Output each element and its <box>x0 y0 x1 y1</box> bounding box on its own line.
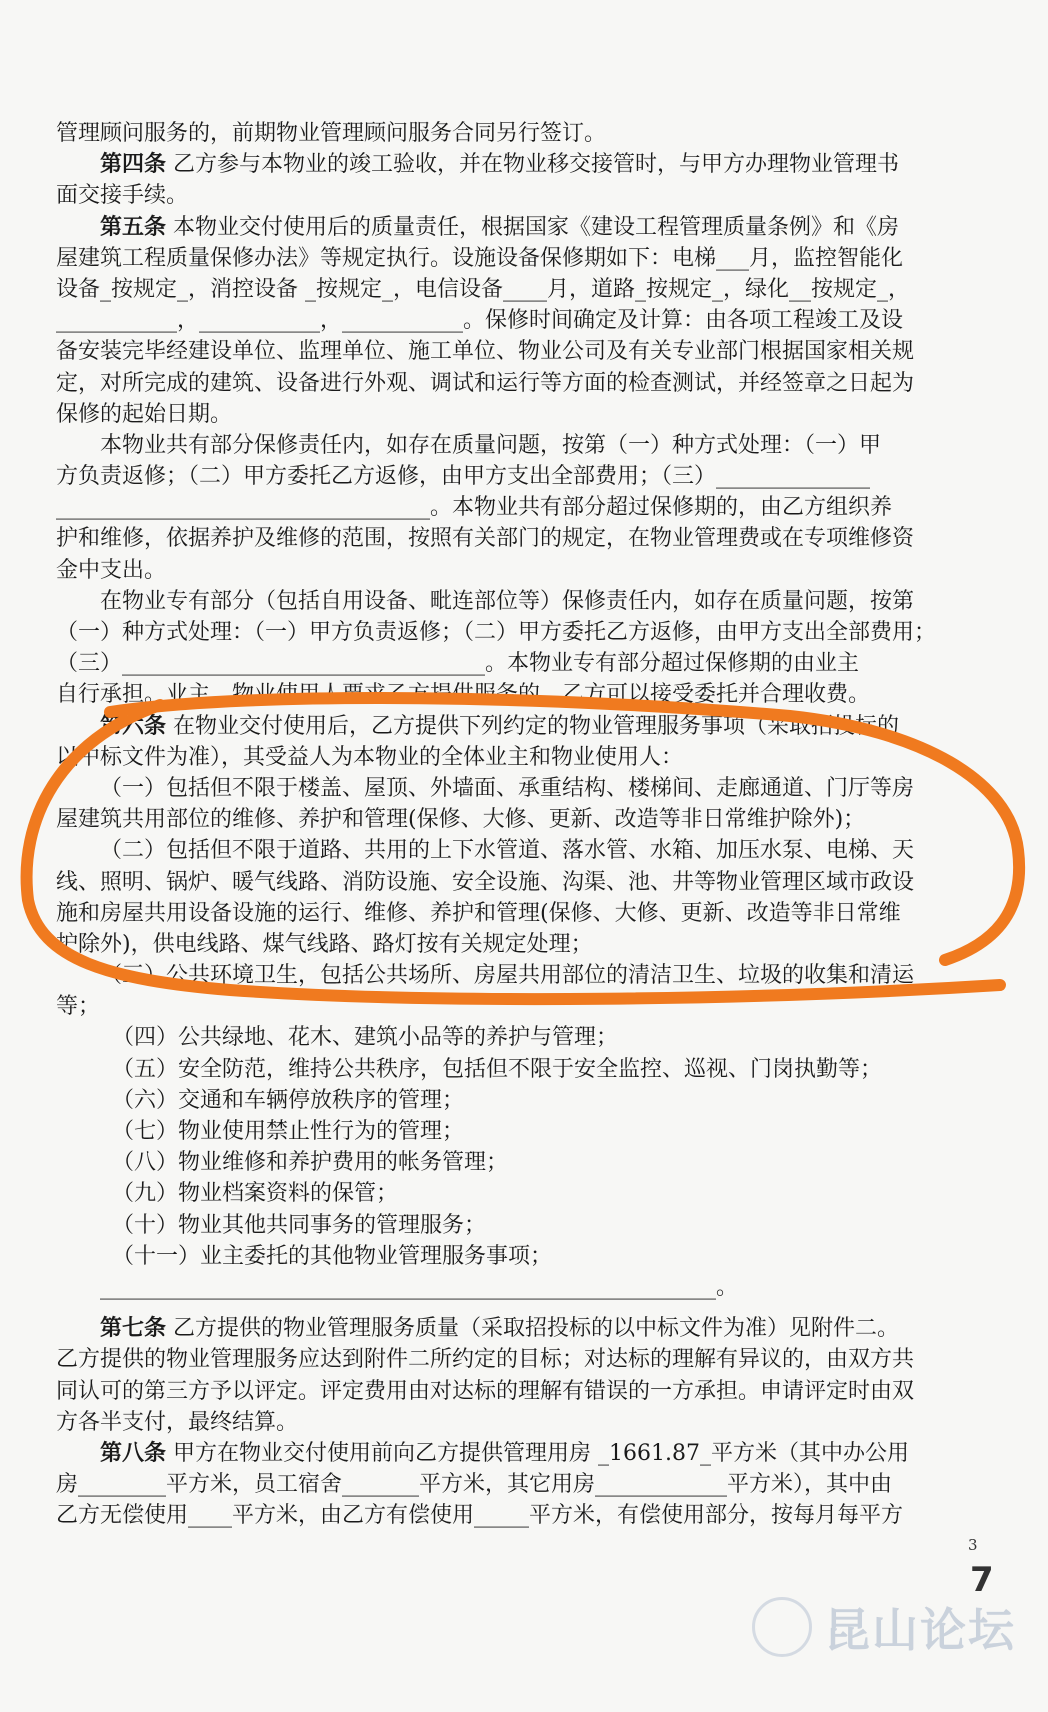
text-line: 等； <box>56 994 101 1020</box>
document-body <box>56 118 980 1531</box>
article-label: 第八条 <box>100 1439 167 1466</box>
list-item: （一）包括但不限于楼盖、屋顶、外墙面、承重结构、楼梯间、走廊通道、门厅等房 <box>100 775 915 801</box>
text-line: 乙方参与本物业的竣工验收，并在物业移交接管时，与甲方办理物业管理书 <box>166 152 900 178</box>
list-item: （二）包括但不限于道路、共用的上下水管道、落水管、水箱、加压水泵、电梯、天 <box>100 838 915 864</box>
text-line: ___________，___________，___________。保修时间确定及计算：由各项工程竣工及设 <box>56 308 904 334</box>
list-item: （十一）业主委托的其他物业管理服务事项； <box>112 1243 553 1269</box>
list-item: （六）交通和车辆停放秩序的管理； <box>112 1087 465 1113</box>
handwritten-number: 7 <box>970 1560 994 1600</box>
forum-watermark <box>752 1594 1016 1660</box>
list-item: （八）物业维修和养护费用的帐务管理； <box>112 1150 509 1176</box>
text-line: 本物业交付使用后的质量责任，根据国家《建设工程管理质量条例》和《房 <box>166 214 900 240</box>
list-item: （十）物业其他共同事务的管理服务； <box>112 1212 487 1238</box>
text-line: 同认可的第三方予以评定。评定费用由对达标的理解有错误的一方承担。申请评定时由双 <box>56 1378 915 1404</box>
article-4-heading <box>56 149 980 180</box>
article-label: 第七条 <box>100 1315 167 1342</box>
text-line: 施和房屋共用设备设施的运行、维修、养护和管理(保修、大修、更新、改造等非日常维 <box>56 900 901 926</box>
list-item: （四）公共绿地、花木、建筑小品等的养护与管理； <box>112 1025 619 1051</box>
text-line: 本物业共有部分保修责任内，如存在质量问题，按第（一）种方式处理：（一）甲 <box>100 432 882 458</box>
list-item: （七）物业使用禁止性行为的管理； <box>112 1119 465 1144</box>
article-5-heading <box>56 212 980 243</box>
text-line: 定，对所完成的建筑、设备进行外观、调试和运行等方面的检查测试，并经签章之日起为 <box>56 370 915 396</box>
text-line: __________________________________。本物业共有部分超过保修期的，由乙方组织养 <box>56 495 893 521</box>
article-label: 第六条 <box>100 712 167 739</box>
watermark-logo-icon <box>752 1597 812 1657</box>
text-line: 金中支出。 <box>56 557 167 583</box>
text-line: 房________平方米，员工宿舍_______平方米，其它用房____________平方米），其中由 <box>56 1472 893 1498</box>
article-8-heading <box>56 1438 980 1469</box>
text-line: 护除外)，供电线路、煤气线路、路灯按有关规定处理； <box>56 931 593 957</box>
text-line: 乙方无偿使用____平方米，由乙方有偿使用_____平方米，有偿使用部分，按每月每平方 <box>56 1503 904 1529</box>
list-item: （五）安全防范，维持公共秩序，包括但不限于安全监控、巡视、门岗执勤等； <box>112 1056 883 1082</box>
text-line: 屋建筑共用部位的维修、养护和管理(保修、大修、更新、改造等非日常维护除外)； <box>56 807 866 833</box>
list-item: （三）公共环境卫生，包括公共场所、房屋共用部位的清洁卫生、垃圾的收集和清运 <box>100 963 915 989</box>
text-line: 备安装完毕经建设单位、监理单位、施工单位、物业公司及有关专业部门根据国家相关规 <box>56 339 915 365</box>
article-6-heading <box>56 711 980 742</box>
text-line: （一）种方式处理：（一）甲方负责返修；（二）甲方委托乙方返修，由甲方支出全部费用； <box>56 620 937 645</box>
text-line: 在物业交付使用后，乙方提供下列约定的物业管理服务事项（采取招投标的 <box>166 713 900 739</box>
text-line: 自行承担。业主、物业使用人要求乙方提供服务的，乙方可以接受委托并合理收费。 <box>56 682 871 708</box>
text-line: 保修的起始日期。 <box>56 401 233 427</box>
list-item: （九）物业档案资料的保管； <box>112 1181 399 1207</box>
watermark-text: 昆山论坛 <box>824 1603 1016 1657</box>
text-line: 甲方在物业交付使用前向乙方提供管理用房 _1661.87_平方米（其中办公用 <box>166 1440 909 1466</box>
text-line: 设备_按规定_，消控设备 _按规定_，电信设备____月，道路_按规定_，绿化__按规定_， <box>56 276 910 302</box>
text-line: 方各半支付，最终结算。 <box>56 1409 299 1435</box>
text-line: （三）_________________________________。本物业专有部分超过保修期的由业主 <box>56 651 860 677</box>
text-line: 乙方提供的物业管理服务质量（采取招投标的以中标文件为准）见附件二。 <box>166 1316 900 1342</box>
text-line: 管理顾问服务的，前期物业管理顾问服务合同另行签订。 <box>56 121 607 146</box>
text-line: 线、照明、锅炉、暖气线路、消防设施、安全设施、沟渠、池、井等物业管理区域市政设 <box>56 869 915 895</box>
text-line: 屋建筑工程质量保修办法》等规定执行。设施设备保修期如下：电梯___月，监控智能化 <box>56 245 904 271</box>
article-7-heading <box>56 1313 980 1344</box>
article-label: 第五条 <box>100 213 167 240</box>
page-number: 3 <box>968 1536 978 1554</box>
text-line: 方负责返修；（二）甲方委托乙方返修，由甲方支出全部费用；（三）______________ <box>56 464 871 490</box>
text-line: 护和维修，依据养护及维修的范围，按照有关部门的规定，在物业管理费或在专项维修资 <box>56 526 915 552</box>
text-line: 面交接手续。 <box>56 183 189 209</box>
text-line: 以中标文件为准），其受益人为本物业的全体业主和物业使用人： <box>56 744 684 770</box>
blank-line: ________________________________________________________。 <box>100 1274 739 1300</box>
article-label: 第四条 <box>100 151 167 178</box>
text-line: 乙方提供的物业管理服务应达到附件二所约定的目标；对达标的理解有异议的，由双方共 <box>56 1347 915 1373</box>
text-line: 在物业专有部分（包括自用设备、毗连部位等）保修责任内，如存在质量问题，按第 <box>100 588 915 614</box>
